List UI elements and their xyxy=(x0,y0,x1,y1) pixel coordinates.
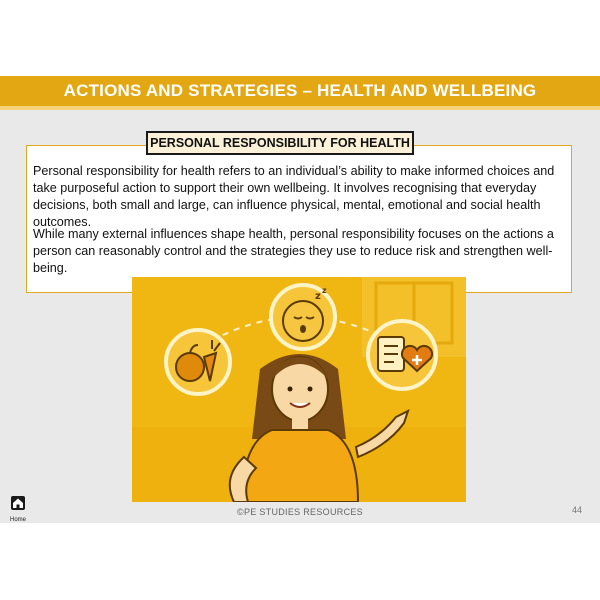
fruit-vegetable-icon xyxy=(166,330,230,394)
svg-text:z: z xyxy=(315,291,321,302)
page-number: 44 xyxy=(572,505,583,515)
home-icon xyxy=(10,495,26,511)
home-button[interactable] xyxy=(8,495,28,523)
slide-title: ACTIONS AND STRATEGIES – HEALTH AND WELLBEING xyxy=(0,76,600,106)
subheading: PERSONAL RESPONSIBILITY FOR HEALTH xyxy=(146,131,414,155)
paragraph-1: Personal responsibility for health refers to an individual’s ability to make informed choices and take purposeful action to support their own wellbeing. It involves recognising that everyday decisions, both small and large, can influence physical, mental, emotional and social health outcomes. xyxy=(33,164,555,229)
footer-copyright: ©PE STUDIES RESOURCES xyxy=(237,507,363,517)
title-underline xyxy=(0,106,600,110)
home-label: Home xyxy=(9,517,26,523)
content-box xyxy=(26,145,572,293)
health-checklist-heart-icon xyxy=(368,321,436,389)
sleep-face-icon xyxy=(271,285,335,349)
svg-text:z: z xyxy=(322,286,327,295)
paragraph-2: While many external influences shape health, personal responsibility focuses on the actions a person can reasonably control and the strategies they use to reduce risk and strengthen well-being. xyxy=(33,227,554,275)
health-illustration xyxy=(132,277,466,502)
illustration-svg xyxy=(132,277,466,502)
